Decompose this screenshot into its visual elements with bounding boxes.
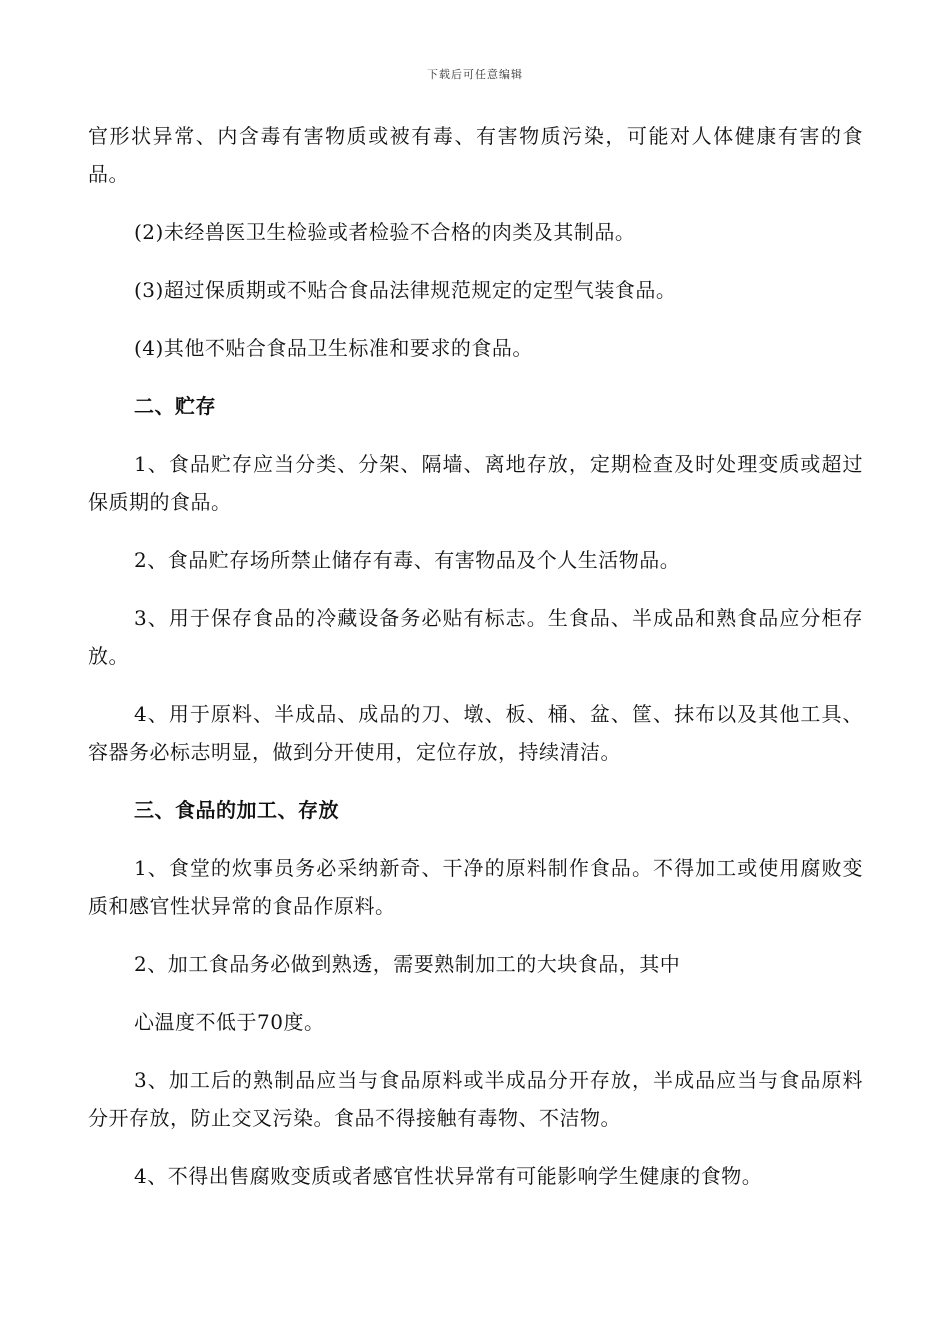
list-item-4: (4)其他不贴合食品卫生标准和要求的食品。	[134, 336, 533, 360]
page-header: 下载后可任意编辑	[427, 68, 523, 81]
list-item-3: (3)超过保质期或不贴合食品法律规范规定的定型气装食品。	[134, 278, 677, 302]
processing-item-1: 1、食堂的炊事员务必采纳新奇、干净的原料制作食品。不得加工或使用腐败变质和感官性状异常的食品作原料。	[88, 856, 863, 918]
processing-item-2: 2、加工食品务必做到熟透，需要熟制加工的大块食品，其中	[134, 952, 681, 976]
section-heading-processing: 三、食品的加工、存放	[134, 798, 339, 822]
paragraph-continuation: 官形状异常、内含毒有害物质或被有毒、有害物质污染，可能对人体健康有害的食品。	[88, 124, 863, 186]
list-item-2: (2)未经兽医卫生检验或者检验不合格的肉类及其制品。	[134, 220, 636, 244]
processing-item-2-continued: 心温度不低于70度。	[134, 1010, 325, 1034]
processing-item-4: 4、不得出售腐败变质或者感官性状异常有可能影响学生健康的食物。	[134, 1164, 763, 1188]
document-body	[88, 117, 863, 1215]
storage-item-2: 2、食品贮存场所禁止储存有毒、有害物品及个人生活物品。	[134, 548, 681, 572]
storage-item-1: 1、食品贮存应当分类、分架、隔墙、离地存放，定期检查及时处理变质或超过保质期的食品。	[88, 452, 863, 514]
processing-item-3: 3、加工后的熟制品应当与食品原料或半成品分开存放，半成品应当与食品原料分开存放，防止交叉污染。食品不得接触有毒物、不洁物。	[88, 1068, 863, 1130]
storage-item-3: 3、用于保存食品的冷藏设备务必贴有标志。生食品、半成品和熟食品应分柜存放。	[88, 606, 863, 668]
storage-item-4: 4、用于原料、半成品、成品的刀、墩、板、桶、盆、筐、抹布以及其他工具、容器务必标志明显，做到分开使用，定位存放，持续清洁。	[88, 702, 863, 764]
section-heading-storage: 二、贮存	[134, 394, 216, 418]
